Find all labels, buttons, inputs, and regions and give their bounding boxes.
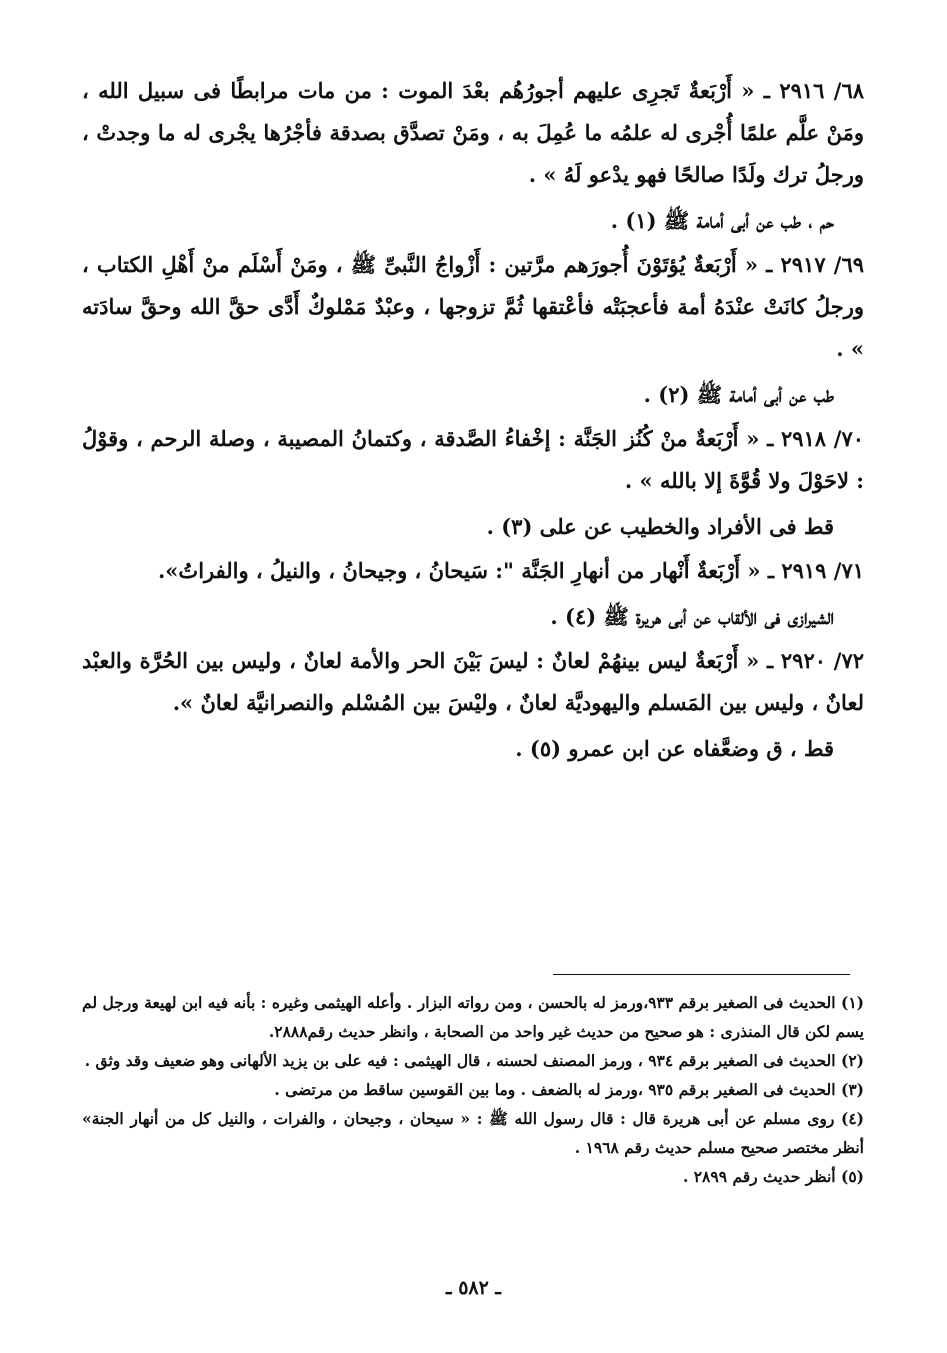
- hadith-entry: [82, 244, 864, 370]
- hadith-text: « أَرْبَعةٌ ليس بينهُمْ لعانٌ : ليسَ بَيْنَ الحر والأمة لعانٌ ، وليس بين الحُرَّة والعبْد لعانٌ ، وليس بين المَسلم واليهوديَّة لعانٌ ، وليْسَ بين المُسْلم والنصرانيَّة لعانٌ ».: [82, 648, 864, 715]
- hadith-source: قط فى الأفراد والخطيب عن على (٣) .: [486, 514, 834, 539]
- footnote: (٤) روى مسلم عن أبى هريرة قال : قال رسول الله ﷺ : « سيحان ، وجيحان ، والفرات ، والنيل كل من أنهار الجنة» أنظر مختصر صحيح مسلم حديث رقم ١٩٦٨ .: [82, 1109, 864, 1157]
- footnote-divider: [553, 974, 850, 975]
- hadith-number: ٧٢/ ٢٩٢٠ ـ: [766, 648, 865, 673]
- hadith-source: قط ، ق وضعَّفاه عن ابن عمرو (٥) .: [515, 736, 834, 761]
- hadith-number: ٦٨/ ٢٩١٦ ـ: [763, 78, 865, 103]
- hadith-number: ٧١/ ٢٩١٩ ـ: [767, 558, 864, 583]
- hadith-number: ٧٠/ ٢٩١٨ ـ: [767, 426, 865, 451]
- hadith-entry: [82, 418, 864, 502]
- hadith-entry: [82, 70, 864, 196]
- hadith-text: « أَرْبَعةٌ تَجرِى عليهم أجورُهُم بعْدَ الموت : من مات مرابطًا فى سبيل الله ، ومَنْ علَّم علمًا أُجْرى له علمُه ما عُمِلَ به ، ومَنْ تصدَّق بصدقة فأجْرُها يجْرى له ما وجدتْ ، ورجلُ ترك ولَدًا صالحًا فهو يدْعو لَهُ » .: [82, 78, 864, 187]
- hadith-source: الشيرازى فى الألقاب عن أبى هريرة ﷺ (٤) .: [550, 604, 834, 629]
- hadith-number: ٦٩/ ٢٩١٧ ـ: [766, 252, 864, 277]
- page-number: ـ ٥٨٢ ـ: [446, 1277, 501, 1299]
- hadith-source: طب عن أبى أمامة ﷺ (٢) .: [643, 382, 834, 407]
- hadith-source: حم ، طب عن أبى أمامة ﷺ (١) .: [610, 208, 834, 233]
- hadith-entry: [82, 550, 864, 592]
- hadith-entry: [82, 640, 864, 724]
- footnote: (٢) الحديث فى الصغير برقم ٩٣٤ ، ورمز المصنف لحسنه ، قال الهيثمى : فيه على بن يزيد الألهانى وهو ضعيف وقد وثق .: [84, 1051, 864, 1070]
- footnote: (٥) أنظر حديث رقم ٢٨٩٩ .: [682, 1167, 864, 1186]
- hadith-text: « أَرْبَعةٌ منْ كُنُز الجَنَّة : إخْفاءُ الصَّدقة ، وكتمانُ المصيبة ، وصلة الرحم ، وقوْلُ : لاحَوْلَ ولا قُوَّةَ إلا بالله » .: [82, 426, 864, 493]
- footnote: (١) الحديث فى الصغير برقم ٩٣٣،ورمز له بالحسن ، ومن رواته البزار . وأعله الهيثمى وغيره : بأنه فيه ابن لهيعة ورجل لم يسم لكن قال المنذرى : هو صحيح من حديث غير واحد من الصحابة ، وانظر حديث رقم٢٨٨٨.: [82, 993, 864, 1041]
- hadith-text: « أَرْبَعةٌ يُؤتَوْنَ أُجورَهم مرَّتين : أَزْواجُ النَّبىِّ ﷺ ، ومَنْ أَسْلَم منْ أَهْلِ الكتاب ، ورجلُ كانَتْ عنْدَهُ أمة فأعجبَتْه فأعْتقها ثُمَّ تزوجها ، وعبْدٌ مَمْلوكٌ أَدَّى حقَّ الله وحقَّ سادَته » .: [82, 252, 864, 361]
- footnote: (٣) الحديث فى الصغير برقم ٩٣٥ ،ورمز له بالضعف . وما بين القوسين ساقط من مرتضى .: [274, 1080, 864, 1099]
- hadith-text: « أَرْبَعةٌ أَنْهار من أنهارِ الجَنَّة ": سَيحانُ ، وجيحانُ ، والنيلُ ، والفراتُ».: [158, 558, 761, 583]
- hadith-body: [82, 70, 864, 772]
- footnotes: [82, 988, 864, 1191]
